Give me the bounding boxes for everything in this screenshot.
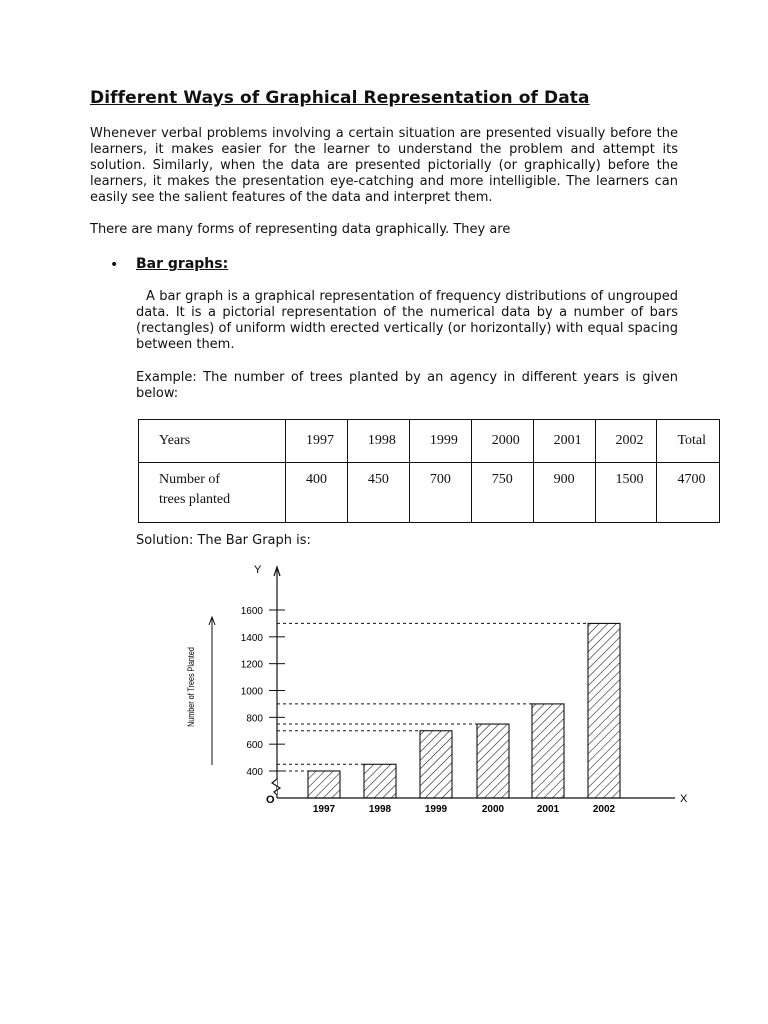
bullet-icon: •: [110, 257, 119, 273]
bar: [364, 764, 396, 798]
table-cell: 1999: [409, 420, 471, 463]
table-cell: 4700: [657, 463, 720, 523]
table-cell: 1500: [595, 463, 657, 523]
x-tick-label: 1999: [424, 804, 448, 815]
page-title: Different Ways of Graphical Representation of Data: [90, 88, 590, 108]
table-cell: 400: [286, 463, 348, 523]
table-cell: Total: [657, 420, 720, 463]
table-cell: 450: [347, 463, 409, 523]
bar: [420, 731, 452, 798]
axis-break-mark: [272, 779, 280, 795]
bar: [477, 724, 509, 798]
table-cell: 750: [471, 463, 533, 523]
table-cell: 900: [533, 463, 595, 523]
x-tick-label: 1997: [312, 804, 336, 815]
table-cell-count-label: [139, 463, 286, 523]
table-cell: 1997: [286, 420, 348, 463]
table-row-years: [139, 420, 720, 463]
bar-chart: [150, 555, 710, 825]
table-cell: 2000: [471, 420, 533, 463]
x-tick-label: 2000: [481, 804, 505, 815]
bar: [588, 623, 620, 798]
y-axis-letter: Y: [254, 564, 262, 576]
y-tick-label: 600: [246, 740, 263, 752]
bar-graphs-heading: Bar graphs:: [136, 256, 229, 272]
y-tick-label: 1600: [240, 606, 263, 617]
table-row-counts: [139, 463, 720, 523]
y-tick-label: 1400: [240, 632, 263, 644]
y-tick-label: 1000: [240, 686, 263, 698]
bar: [308, 771, 340, 798]
y-tick-label: 1200: [240, 659, 263, 671]
forms-paragraph: There are many forms of representing data graphically. They are: [90, 222, 511, 237]
x-axis-letter: X: [680, 793, 688, 805]
x-tick-label: 1998: [368, 804, 392, 815]
table-cell: 2001: [533, 420, 595, 463]
y-tick-label: 400: [246, 767, 263, 778]
origin-label: O: [266, 794, 275, 806]
trees-table: [138, 419, 720, 523]
solution-line: Solution: The Bar Graph is:: [136, 533, 311, 548]
x-tick-label: 2002: [592, 804, 616, 815]
table-cell: 2002: [595, 420, 657, 463]
y-axis-title: Number of Trees Planted: [186, 647, 197, 727]
bar-graph-description: A bar graph is a graphical representation of frequency distributions of ungrouped data. It is a pictorial representation of the numerical data by a number of bars (rectangles) of uniform width erected vertically (or horizontally) with equal spacing between them.: [136, 289, 678, 352]
y-tick-label: 800: [246, 713, 263, 725]
count-label-line2: trees planted: [159, 492, 231, 507]
count-label-line1: Number of: [159, 472, 221, 487]
example-paragraph: Example: The number of trees planted by an agency in different years is given below:: [136, 370, 678, 401]
table-cell: 700: [409, 463, 471, 523]
bar: [532, 704, 564, 798]
intro-paragraph: Whenever verbal problems involving a certain situation are presented visually before the learners, it makes easier for the learner to understand the problem and attempt its solution. Similarly, when the data are presented pictorially (or graphically) before the learners, it makes the presentation eye-catching and more intelligible. The learners can easily see the salient features of the data and interpret them.: [90, 126, 678, 205]
table-cell-years-label: Years: [139, 420, 286, 463]
x-tick-label: 2001: [536, 804, 560, 815]
table-cell: 1998: [347, 420, 409, 463]
